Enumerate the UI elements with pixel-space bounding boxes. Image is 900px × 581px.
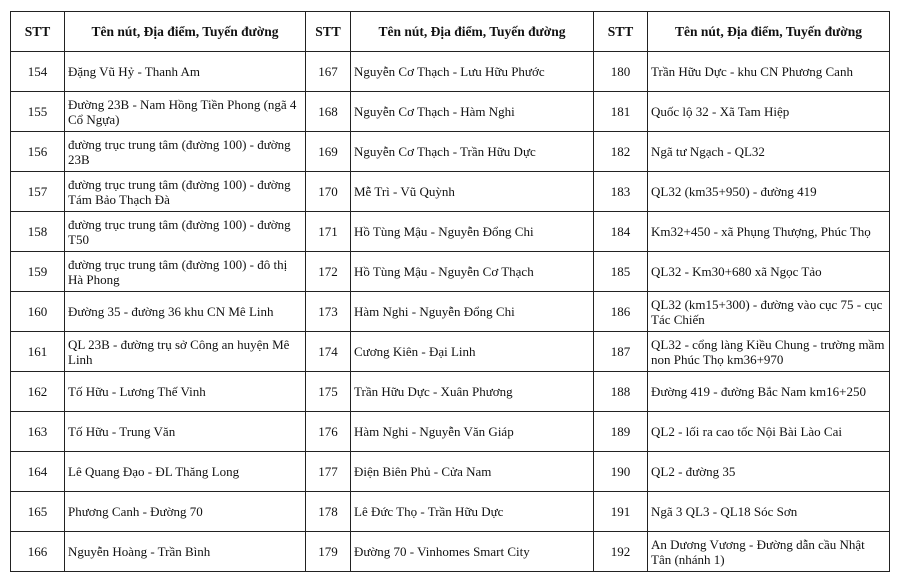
location-cell: Điện Biên Phủ - Cửa Nam [351,452,594,492]
table-row [11,332,890,372]
stt-cell: 192 [594,532,648,572]
stt-cell: 155 [11,92,65,132]
location-cell: đường trục trung tâm (đường 100) - đường Tám Bảo Thạch Đà [65,172,306,212]
location-cell: Nguyễn Cơ Thạch - Trần Hữu Dực [351,132,594,172]
stt-cell: 185 [594,252,648,292]
table-row [11,532,890,572]
stt-cell: 157 [11,172,65,212]
table-row [11,132,890,172]
stt-cell: 169 [306,132,351,172]
stt-cell: 191 [594,492,648,532]
location-cell: Đường 70 - Vinhomes Smart City [351,532,594,572]
stt-cell: 172 [306,252,351,292]
table-row [11,252,890,292]
stt-cell: 161 [11,332,65,372]
table-row [11,92,890,132]
location-cell: Lê Quang Đạo - ĐL Thăng Long [65,452,306,492]
stt-cell: 159 [11,252,65,292]
location-cell: QL2 - đường 35 [648,452,890,492]
table-row [11,492,890,532]
stt-cell: 181 [594,92,648,132]
stt-cell: 166 [11,532,65,572]
location-cell: Nguyễn Cơ Thạch - Hàm Nghi [351,92,594,132]
stt-cell: 188 [594,372,648,412]
location-cell: Mễ Trì - Vũ Quỳnh [351,172,594,212]
stt-cell: 160 [11,292,65,332]
stt-cell: 154 [11,52,65,92]
location-cell: QL32 - cổng làng Kiều Chung - trường mầm non Phúc Thọ km36+970 [648,332,890,372]
table-row [11,52,890,92]
stt-header: STT [594,12,648,52]
location-cell: đường trục trung tâm (đường 100) - đường T50 [65,212,306,252]
name-header: Tên nút, Địa điểm, Tuyến đường [351,12,594,52]
stt-cell: 177 [306,452,351,492]
table-row [11,292,890,332]
stt-cell: 186 [594,292,648,332]
location-cell: Nguyễn Hoàng - Trần Bình [65,532,306,572]
location-cell: QL32 (km35+950) - đường 419 [648,172,890,212]
table-row [11,412,890,452]
location-cell: Phương Canh - Đường 70 [65,492,306,532]
location-cell: Tố Hữu - Lương Thế Vinh [65,372,306,412]
stt-cell: 180 [594,52,648,92]
stt-cell: 174 [306,332,351,372]
location-cell: Tố Hữu - Trung Văn [65,412,306,452]
stt-cell: 184 [594,212,648,252]
location-cell: Hàm Nghi - Nguyễn Đổng Chi [351,292,594,332]
stt-cell: 187 [594,332,648,372]
location-cell: QL32 - Km30+680 xã Ngọc Tảo [648,252,890,292]
stt-cell: 170 [306,172,351,212]
location-cell: QL32 (km15+300) - đường vào cục 75 - cục Tác Chiến [648,292,890,332]
table-row [11,172,890,212]
stt-cell: 168 [306,92,351,132]
stt-cell: 176 [306,412,351,452]
name-header: Tên nút, Địa điểm, Tuyến đường [648,12,890,52]
location-cell: QL 23B - đường trụ sở Công an huyện Mê Linh [65,332,306,372]
location-cell: Cương Kiên - Đại Linh [351,332,594,372]
stt-cell: 158 [11,212,65,252]
stt-cell: 182 [594,132,648,172]
location-cell: Đặng Vũ Hỷ - Thanh Am [65,52,306,92]
stt-cell: 163 [11,412,65,452]
stt-cell: 156 [11,132,65,172]
stt-cell: 164 [11,452,65,492]
stt-cell: 183 [594,172,648,212]
location-cell: Đường 419 - đường Bắc Nam km16+250 [648,372,890,412]
location-cell: Hàm Nghi - Nguyễn Văn Giáp [351,412,594,452]
location-cell: Đường 23B - Nam Hồng Tiền Phong (ngã 4 Cổ Ngựa) [65,92,306,132]
location-cell: Lê Đức Thọ - Trần Hữu Dực [351,492,594,532]
location-cell: Ngã tư Ngạch - QL32 [648,132,890,172]
location-cell: đường trục trung tâm (đường 100) - đường 23B [65,132,306,172]
table-row [11,452,890,492]
stt-cell: 178 [306,492,351,532]
stt-cell: 175 [306,372,351,412]
location-cell: đường trục trung tâm (đường 100) - đô thị Hà Phong [65,252,306,292]
table-body [11,52,890,572]
stt-cell: 162 [11,372,65,412]
stt-header: STT [11,12,65,52]
stt-header: STT [306,12,351,52]
stt-cell: 179 [306,532,351,572]
table-row [11,212,890,252]
table-header-row [11,12,890,52]
location-cell: An Dương Vương - Đường dẫn cầu Nhật Tân (nhánh 1) [648,532,890,572]
location-cell: Đường 35 - đường 36 khu CN Mê Linh [65,292,306,332]
table-row [11,372,890,412]
intersection-table [10,11,890,572]
location-cell: Ngã 3 QL3 - QL18 Sóc Sơn [648,492,890,532]
stt-cell: 167 [306,52,351,92]
location-cell: Hồ Tùng Mậu - Nguyễn Cơ Thạch [351,252,594,292]
location-cell: Quốc lộ 32 - Xã Tam Hiệp [648,92,890,132]
location-cell: Hồ Tùng Mậu - Nguyễn Đổng Chi [351,212,594,252]
stt-cell: 165 [11,492,65,532]
name-header: Tên nút, Địa điểm, Tuyến đường [65,12,306,52]
location-cell: Nguyễn Cơ Thạch - Lưu Hữu Phước [351,52,594,92]
location-cell: QL2 - lối ra cao tốc Nội Bài Lào Cai [648,412,890,452]
stt-cell: 171 [306,212,351,252]
stt-cell: 190 [594,452,648,492]
stt-cell: 189 [594,412,648,452]
location-cell: Trần Hữu Dực - khu CN Phương Canh [648,52,890,92]
stt-cell: 173 [306,292,351,332]
location-cell: Km32+450 - xã Phụng Thượng, Phúc Thọ [648,212,890,252]
location-cell: Trần Hữu Dực - Xuân Phương [351,372,594,412]
